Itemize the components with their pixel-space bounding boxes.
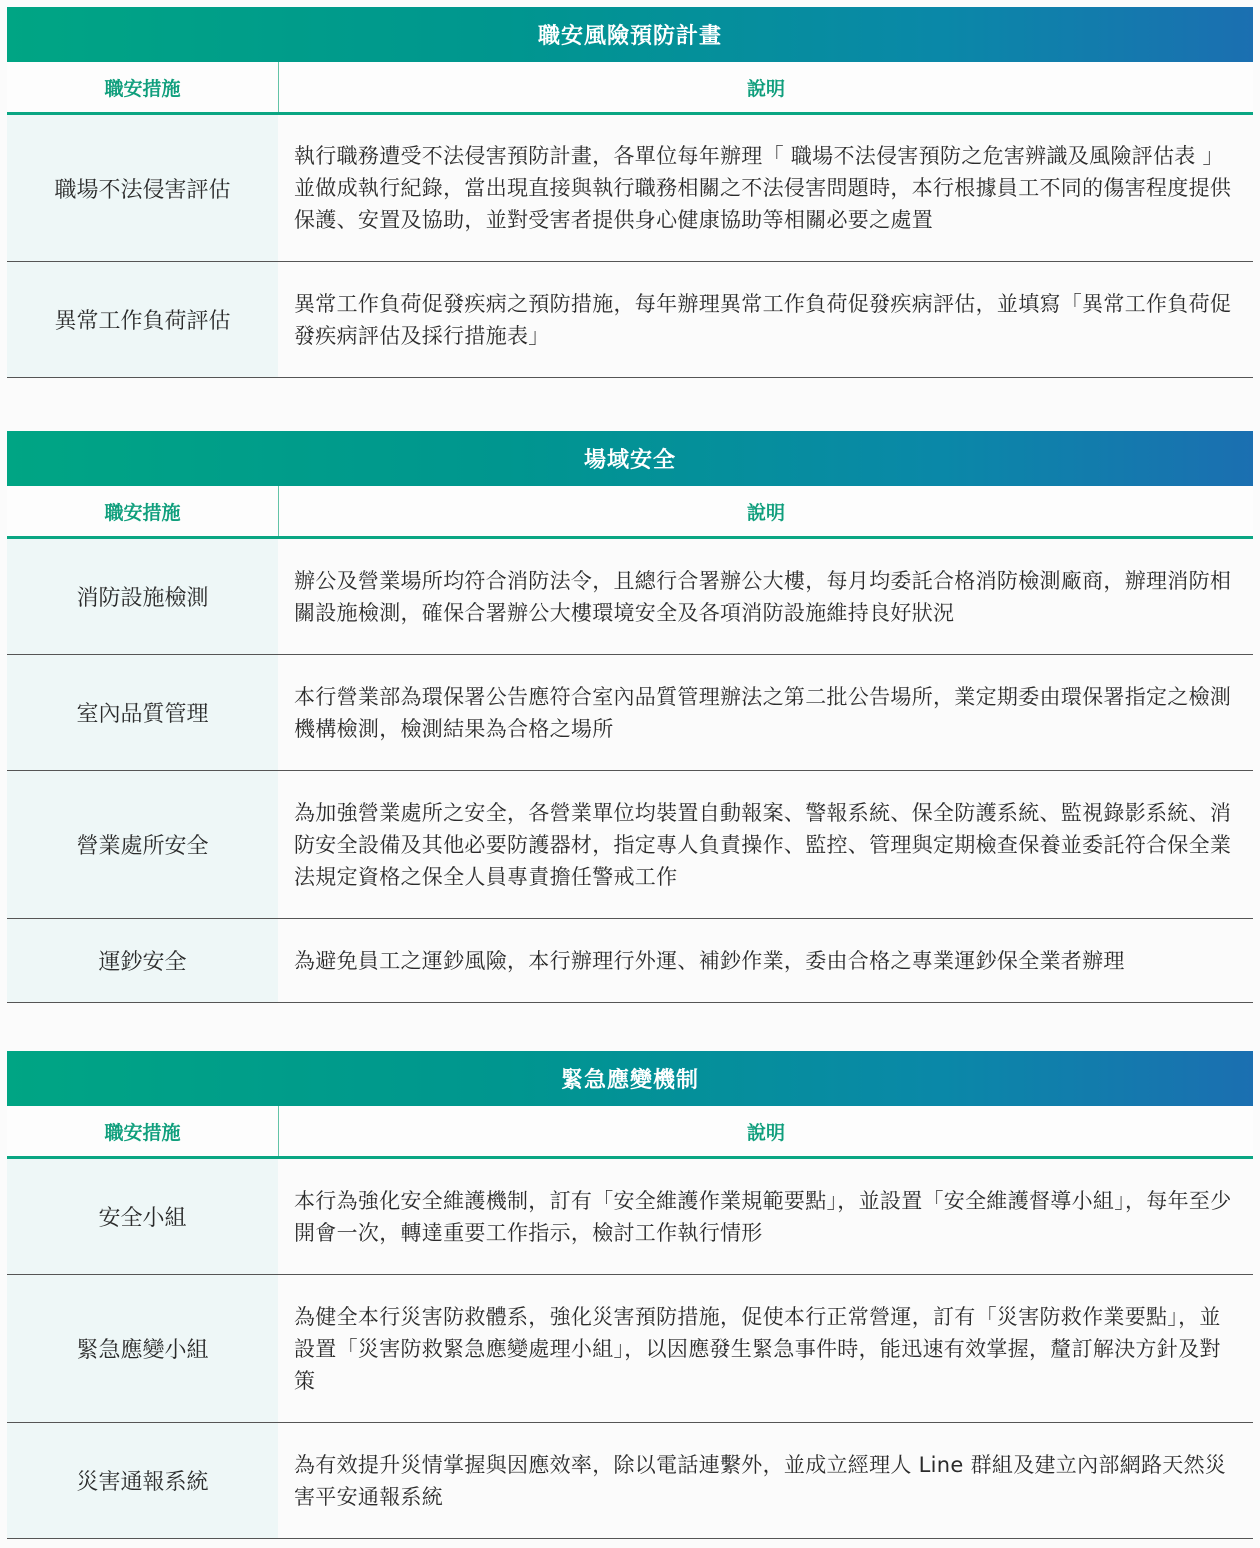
measure-cell: 室內品質管理: [7, 655, 278, 770]
measure-cell: 運鈔安全: [7, 919, 278, 1002]
description-cell: 執行職務遭受不法侵害預防計畫，各單位每年辦理「 職場不法侵害預防之危害辨識及風險評估表 」並做成執行紀錄，當出現直接與執行職務相關之不法侵害問題時，本行根據員工不同的傷害程度提供保護、安置及協助，並對受害者提供身心健康協助等相關必要之處置: [294, 144, 1232, 232]
table-row: [7, 1159, 1253, 1275]
description-cell: 本行營業部為環保署公告應符合室內品質管理辦法之第二批公告場所，業定期委由環保署指定之檢測機構檢測，檢測結果為合格之場所: [294, 684, 1232, 741]
table-row: [7, 771, 1253, 919]
description-cell: 為避免員工之運鈔風險，本行辦理行外運、補鈔作業，委由合格之專業運鈔保全業者辦理: [294, 948, 1125, 973]
measure-cell: 職場不法侵害評估: [7, 115, 278, 261]
measure-cell: 安全小組: [7, 1159, 278, 1274]
table-title: 緊急應變機制: [7, 1051, 1253, 1106]
table-risk-prevention: [7, 7, 1253, 378]
table-row: [7, 1275, 1253, 1423]
measure-cell: 消防設施檢測: [7, 539, 278, 654]
table-emergency-response: [7, 1051, 1253, 1539]
measure-cell: 緊急應變小組: [7, 1275, 278, 1422]
header-measure: 職安措施: [7, 486, 279, 536]
table-header-row: [7, 1106, 1253, 1159]
header-description: 說明: [746, 501, 785, 524]
table-title: 職安風險預防計畫: [7, 7, 1253, 62]
header-measure: 職安措施: [7, 1106, 279, 1156]
description-cell: 本行為強化安全維護機制，訂有「安全維護作業規範要點」，並設置「安全維護督導小組」，每年至少開會一次，轉達重要工作指示，檢討工作執行情形: [294, 1188, 1232, 1245]
table-row: [7, 262, 1253, 378]
header-description: 說明: [746, 1121, 785, 1144]
table-title: 場域安全: [7, 431, 1253, 486]
table-row: [7, 919, 1253, 1003]
table-row: [7, 115, 1253, 262]
table-row: [7, 539, 1253, 655]
measure-cell: 災害通報系統: [7, 1423, 278, 1538]
description-cell: 為健全本行災害防救體系，強化災害預防措施，促使本行正常營運，訂有「災害防救作業要點」，並設置「災害防救緊急應變處理小組」，以因應發生緊急事件時，能迅速有效掌握，釐訂解決方針及對策: [294, 1304, 1221, 1393]
measure-cell: 營業處所安全: [7, 771, 278, 918]
table-row: [7, 1423, 1253, 1539]
table-site-safety: [7, 431, 1253, 1003]
table-header-row: [7, 486, 1253, 539]
description-cell: 異常工作負荷促發疾病之預防措施，每年辦理異常工作負荷促發疾病評估，並填寫「異常工作負荷促發疾病評估及採行措施表」: [294, 291, 1232, 348]
description-cell: 為加強營業處所之安全，各營業單位均裝置自動報案、警報系統、保全防護系統、監視錄影系統、消防安全設備及其他必要防護器材，指定專人負責操作、監控、管理與定期檢查保養並委託符合保全業法規定資格之保全人員專責擔任警戒工作: [294, 800, 1232, 889]
description-cell: 為有效提升災情掌握與因應效率，除以電話連繫外，並成立經理人 Line 群組及建立內部網路天然災害平安通報系統: [294, 1452, 1227, 1509]
header-measure: 職安措施: [7, 62, 279, 112]
header-description: 說明: [746, 77, 785, 100]
description-cell: 辦公及營業場所均符合消防法令，且總行合署辦公大樓，每月均委託合格消防檢測廠商，辦理消防相關設施檢測，確保合署辦公大樓環境安全及各項消防設施維持良好狀況: [294, 568, 1232, 625]
table-row: [7, 655, 1253, 771]
table-header-row: [7, 62, 1253, 115]
measure-cell: 異常工作負荷評估: [7, 262, 278, 377]
